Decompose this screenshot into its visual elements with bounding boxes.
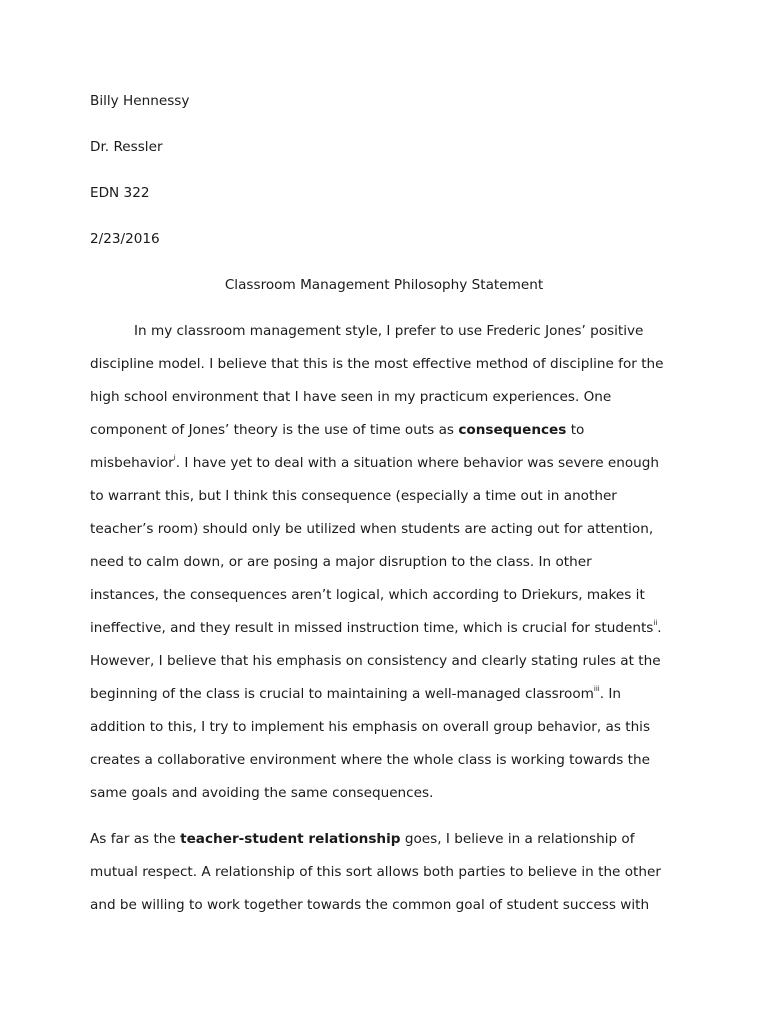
endnote-marker[interactable]: iii xyxy=(593,685,600,694)
bold-term-consequences: consequences xyxy=(458,422,567,438)
text-line xyxy=(90,830,635,848)
text-span: component of Jones’ theory is the use of time outs as xyxy=(90,422,459,438)
text-line xyxy=(90,454,659,472)
endnote-marker[interactable]: ii xyxy=(653,619,658,628)
text-line: discipline model. I believe that this is the most effective method of discipline for the xyxy=(90,356,664,372)
text-line: However, I believe that his emphasis on consistency and clearly stating rules at the xyxy=(90,653,661,669)
text-line xyxy=(90,421,584,439)
text-line: high school environment that I have seen in my practicum experiences. One xyxy=(90,389,612,405)
text-line: need to calm down, or are posing a major disruption to the class. In other xyxy=(90,554,592,570)
instructor-name: Dr. Ressler xyxy=(90,139,163,155)
text-line: creates a collaborative environment where the whole class is working towards the xyxy=(90,752,650,768)
endnote-marker[interactable]: i xyxy=(173,454,176,463)
text-line: same goals and avoiding the same consequences. xyxy=(90,785,434,801)
text-line xyxy=(90,685,621,703)
text-span: . xyxy=(657,620,662,636)
text-span: misbehavior xyxy=(90,455,174,471)
text-span: ineffective, and they result in missed instruction time, which is crucial for students xyxy=(90,620,654,636)
author-name: Billy Hennessy xyxy=(90,93,190,109)
text-span: beginning of the class is crucial to maintaining a well-managed classroom xyxy=(90,686,594,702)
bold-term-teacher-student-relationship: teacher-student relationship xyxy=(180,831,401,847)
text-line: addition to this, I try to implement his emphasis on overall group behavior, as this xyxy=(90,719,651,735)
text-span: As far as the xyxy=(90,831,181,847)
text-line: In my classroom management style, I prefer to use Frederic Jones’ positive xyxy=(134,323,644,339)
text-line: mutual respect. A relationship of this sort allows both parties to believe in the other xyxy=(90,864,661,880)
text-span: . I have yet to deal with a situation where behavior was severe enough xyxy=(175,455,660,471)
document-date: 2/23/2016 xyxy=(90,231,160,247)
text-line: to warrant this, but I think this consequence (especially a time out in another xyxy=(90,488,617,504)
text-line: teacher’s room) should only be utilized when students are acting out for attention, xyxy=(90,521,654,537)
text-span: goes, I believe in a relationship of xyxy=(400,831,635,847)
text-line: and be willing to work together towards the common goal of student success with xyxy=(90,897,650,913)
document-title: Classroom Management Philosophy Statement xyxy=(224,277,544,293)
text-span: . In xyxy=(599,686,622,702)
course-code: EDN 322 xyxy=(90,185,150,201)
text-line xyxy=(90,619,662,637)
text-line: instances, the consequences aren’t logical, which according to Driekurs, makes it xyxy=(90,587,645,603)
text-span: to xyxy=(566,422,585,438)
